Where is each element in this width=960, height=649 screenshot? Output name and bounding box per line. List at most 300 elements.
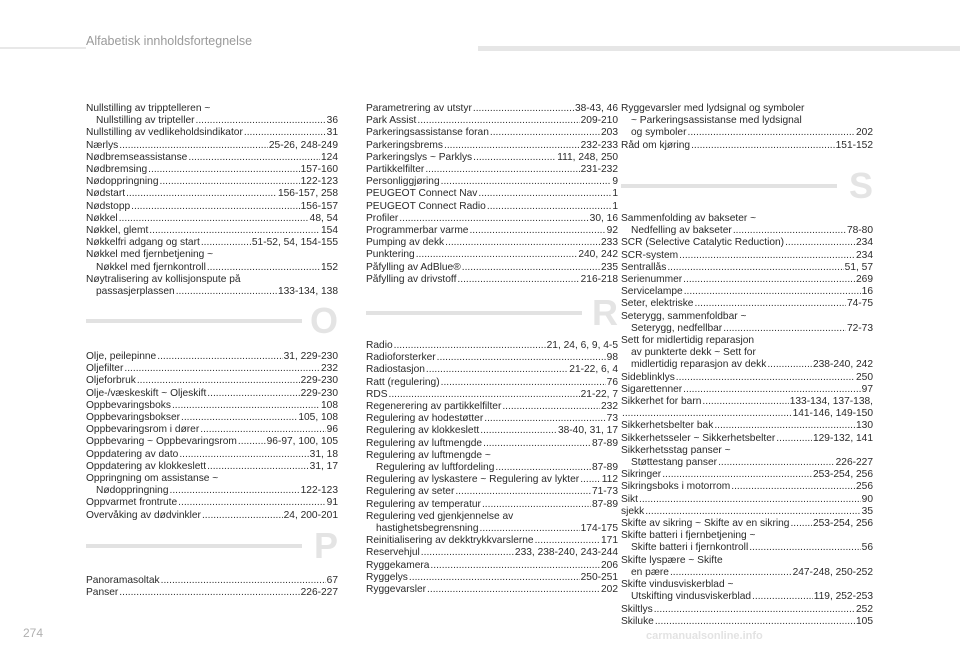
page-reference: 78-80	[846, 225, 873, 237]
index-entry-line	[86, 115, 338, 127]
index-entry	[621, 384, 873, 396]
index-entry-line	[366, 225, 618, 237]
index-term: Regulering av luftmengde	[366, 437, 483, 449]
index-term: passasjerplassen	[96, 286, 175, 298]
index-term: Sikkerhet for barn	[621, 396, 702, 408]
index-term: Regulering av luftmengde ~	[366, 449, 491, 461]
index-entry	[366, 572, 618, 584]
page-reference: 38-43, 46	[574, 103, 618, 114]
index-term: Pumping av dekk	[366, 237, 445, 249]
index-entry	[621, 530, 873, 554]
index-entry	[86, 473, 338, 497]
column-3-r	[621, 103, 873, 152]
index-entry-line	[366, 474, 618, 486]
index-entry-line	[86, 388, 338, 400]
column-1-p	[86, 575, 338, 599]
index-term: midlertidig reparasjon av dekk	[631, 359, 767, 371]
index-entry-line	[86, 201, 338, 213]
dot-leader	[409, 572, 580, 584]
dot-leader	[457, 274, 579, 286]
index-entry	[366, 547, 618, 559]
index-entry-line	[86, 213, 338, 225]
index-entry	[621, 274, 873, 286]
page-reference: 253-254, 256	[812, 469, 873, 481]
page-reference: 250-251	[580, 571, 618, 583]
index-entry-line	[366, 486, 618, 498]
dot-leader	[683, 384, 860, 396]
index-entry	[621, 103, 873, 140]
index-entry	[366, 164, 618, 176]
section-letter: O	[309, 300, 338, 341]
page-reference: 31, 17	[309, 460, 338, 472]
index-entry-line	[621, 494, 873, 506]
index-term: Ryggevarsler	[366, 584, 427, 596]
index-entry	[621, 250, 873, 262]
index-entry-line	[86, 274, 338, 286]
index-entry-line	[621, 274, 873, 286]
index-term: Sentrallås	[621, 261, 667, 273]
section-letter: S	[848, 165, 873, 206]
index-term: Oljefilter	[86, 363, 124, 375]
index-entry	[366, 140, 618, 152]
index-term: Nullstilling av vedlikeholdsindikator	[86, 127, 243, 139]
dot-leader	[441, 377, 606, 389]
page-reference: 21-22, 7	[580, 388, 618, 400]
index-entry-line	[621, 311, 873, 323]
index-term: Regulering av luftfordeling	[376, 462, 495, 474]
index-entry	[86, 176, 338, 188]
index-term: Sigarettenner	[621, 383, 683, 395]
index-entry-line	[621, 542, 873, 554]
index-entry	[621, 262, 873, 274]
index-entry	[366, 340, 618, 352]
index-entry-line	[86, 424, 338, 436]
dot-leader	[161, 575, 326, 587]
page-reference: 171	[601, 535, 618, 547]
index-entry	[86, 449, 338, 461]
index-term: Servicelampe	[621, 286, 683, 298]
index-entry-line	[621, 457, 873, 469]
dot-leader	[580, 474, 601, 486]
index-term: Partikkelfilter	[366, 164, 425, 176]
dot-leader	[462, 262, 600, 274]
index-term: Påfylling av drivstoff	[366, 273, 457, 285]
index-entry-line	[86, 575, 338, 587]
page-reference: 174-175	[580, 523, 618, 535]
index-term: Nøkkelfri adgang og start	[86, 237, 200, 249]
index-entry-line	[366, 164, 618, 176]
index-entry	[621, 604, 873, 616]
index-term: Regulering av hodestøtter	[366, 413, 484, 425]
index-term: Nullstilling av tripteller	[96, 115, 195, 127]
index-term: Skiluke	[621, 615, 654, 627]
index-entry-line	[86, 351, 338, 363]
index-term: Råd om kjøring	[621, 139, 691, 151]
index-entry-line	[86, 103, 338, 115]
index-entry	[621, 372, 873, 384]
index-entry	[86, 400, 338, 412]
index-entry	[86, 213, 338, 225]
dot-leader	[694, 298, 845, 310]
index-term: Nøytralisering av kollisjonspute på	[86, 273, 241, 285]
index-term: Skifte batteri i fjernkontroll	[631, 542, 749, 554]
index-entry-line	[86, 127, 338, 139]
index-entry-line	[621, 335, 873, 347]
dot-leader	[473, 103, 574, 115]
index-entry-line	[621, 359, 873, 371]
index-entry-line	[86, 497, 338, 509]
index-term: sjekk	[621, 505, 645, 517]
index-entry	[86, 461, 338, 473]
section-divider	[86, 319, 302, 323]
index-entry-line	[621, 225, 873, 237]
index-entry-line	[621, 237, 873, 249]
dot-leader	[487, 201, 611, 213]
index-term: Sikringer	[621, 469, 662, 481]
index-term: Regenerering av partikkelfilter	[366, 401, 502, 413]
index-term: Sammenfolding av bakseter ~	[621, 213, 757, 224]
index-term: Skifte lyspære ~ Skifte	[621, 554, 723, 566]
index-entry	[366, 213, 618, 225]
dot-leader	[394, 340, 546, 352]
page-reference: 152	[321, 261, 338, 273]
index-term: Radio	[366, 340, 393, 351]
page-reference: 87-89	[591, 437, 618, 449]
dot-leader	[389, 389, 580, 401]
dot-leader	[200, 424, 325, 436]
dot-leader	[723, 323, 846, 335]
index-entry	[621, 494, 873, 506]
index-entry	[366, 249, 618, 261]
dot-leader	[478, 188, 611, 200]
index-entry	[86, 201, 338, 213]
page-reference: 91	[326, 497, 338, 509]
dot-leader	[181, 412, 297, 424]
index-entry-line	[621, 433, 873, 445]
index-entry-line	[621, 286, 873, 298]
index-term: Nullstilling av tripptelleren ~	[86, 103, 211, 114]
index-term: Skifte vindusviskerblad ~	[621, 579, 734, 591]
dot-leader	[148, 164, 299, 176]
dot-leader	[131, 201, 299, 213]
index-term: Påfylling av AdBlue®	[366, 261, 461, 273]
index-term: ~ Parkeringsassistanse med lydsignal	[631, 115, 802, 127]
index-term: Sikt	[621, 493, 638, 505]
index-term: Nødoppringning	[86, 176, 159, 188]
page-reference: 36	[326, 115, 338, 127]
index-entry	[366, 584, 618, 596]
dot-leader	[480, 523, 580, 535]
index-entry	[366, 401, 618, 413]
dot-leader	[445, 237, 600, 249]
index-entry-line	[621, 396, 873, 408]
page-reference: 122-123	[300, 485, 338, 497]
column-3-s	[621, 213, 873, 628]
index-entry-line	[366, 176, 618, 188]
index-entry-line	[86, 249, 338, 261]
dot-leader	[425, 164, 579, 176]
index-entry	[366, 115, 618, 127]
page-reference: 124	[321, 151, 338, 163]
index-term: Punktering	[366, 249, 415, 261]
index-entry	[366, 237, 618, 249]
page-reference: 156-157, 258	[277, 188, 338, 200]
index-entry-line	[621, 127, 873, 139]
index-term: Regulering ved gjenkjennelse av	[366, 510, 514, 522]
index-term: Nødbremseassistanse	[86, 151, 188, 163]
index-entry-line	[86, 436, 338, 448]
index-term: Radiostasjon	[366, 364, 425, 376]
index-term: Oljeforbruk	[86, 375, 136, 387]
dot-leader	[790, 518, 812, 530]
page-reference: 233, 238-240, 243-244	[514, 547, 618, 559]
dot-leader	[441, 176, 612, 188]
page-reference: 25-26, 248-249	[268, 139, 338, 151]
index-entry-line	[621, 469, 873, 481]
page-reference: 16	[861, 286, 873, 298]
page-reference: 98	[606, 352, 618, 364]
index-entry-line	[621, 530, 873, 542]
index-entry-line	[621, 103, 873, 115]
index-term: Radioforsterker	[366, 352, 436, 364]
index-entry	[621, 420, 873, 432]
page-reference: 133-134, 137-138,	[789, 396, 873, 408]
page-reference: 92	[606, 225, 618, 237]
page-reference: 1	[612, 200, 618, 212]
index-entry	[366, 499, 618, 511]
page-reference: 48, 54	[309, 212, 338, 224]
index-entry-line	[366, 377, 618, 389]
dot-leader	[483, 438, 591, 450]
index-term: PEUGEOT Connect Radio	[366, 200, 486, 212]
index-entry-line	[366, 438, 618, 450]
index-term: og symboler	[631, 127, 687, 139]
dot-leader	[421, 547, 514, 559]
index-term: Regulering av seter	[366, 486, 455, 498]
index-entry-line	[366, 364, 618, 376]
index-term: RDS	[366, 388, 388, 400]
index-entry	[86, 510, 338, 522]
page-reference: 130	[856, 420, 873, 432]
index-term: Sikkerhetsseler ~ Sikkerhetsbelter	[621, 432, 776, 444]
page-reference: 234	[856, 237, 873, 249]
page-reference: 31, 18	[309, 448, 338, 460]
index-term: Sikkerhetsstag panser ~	[621, 444, 731, 456]
index-entry-line	[621, 506, 873, 518]
index-entry	[366, 377, 618, 389]
page-reference: 141-146, 149-150	[792, 408, 873, 420]
index-entry-line	[621, 579, 873, 591]
index-term: Støttestang panser	[631, 457, 718, 469]
page-reference: 31	[326, 127, 338, 139]
page-reference: 56	[861, 542, 873, 554]
page-reference: 76	[606, 376, 618, 388]
index-entry	[621, 140, 873, 152]
index-entry-line	[621, 140, 873, 152]
dot-leader	[170, 485, 300, 497]
index-term: Sideblinklys	[621, 371, 675, 383]
index-entry-line	[621, 384, 873, 396]
index-entry	[86, 412, 338, 424]
page-reference: 38-40, 31, 17	[557, 425, 618, 437]
dot-leader	[238, 436, 266, 448]
index-entry	[366, 438, 618, 450]
index-term: Oppvarmet frontrute	[86, 497, 178, 509]
page-reference: 250	[856, 371, 873, 383]
index-term: Seterygg, sammenfoldbar ~	[621, 310, 747, 322]
index-term: Programmerbar varme	[366, 225, 469, 237]
page-reference: 231-232	[580, 164, 618, 176]
dot-leader	[207, 461, 309, 473]
index-term: Sikkerhetsbelter bak	[621, 420, 714, 432]
dot-leader	[207, 388, 299, 400]
section-r	[366, 292, 618, 337]
index-term: Nødoppringning	[96, 485, 169, 497]
page-reference: 232	[321, 363, 338, 375]
page-reference: 232-233	[580, 139, 618, 151]
index-entry-line	[86, 237, 338, 249]
page-reference: 51-52, 54, 154-155	[251, 237, 338, 249]
index-entry-line	[86, 375, 338, 387]
index-entry-line	[621, 445, 873, 457]
dot-leader	[427, 584, 600, 596]
index-entry-line	[366, 547, 618, 559]
index-entry	[366, 560, 618, 572]
index-term: Ratt (regulering)	[366, 376, 440, 388]
header-rule-left	[0, 47, 86, 49]
dot-leader	[119, 140, 268, 152]
index-entry-line	[86, 449, 338, 461]
dot-leader	[149, 225, 320, 237]
dot-leader	[244, 127, 326, 139]
index-entry	[621, 481, 873, 493]
page-reference: 202	[856, 127, 873, 139]
page-reference: 90	[861, 493, 873, 505]
dot-leader	[137, 375, 300, 387]
dot-leader	[679, 250, 855, 262]
index-entry-line	[621, 616, 873, 628]
index-term: Ryggekamera	[366, 559, 430, 571]
page-reference: 129-132, 141	[812, 432, 873, 444]
index-entry-line	[366, 340, 618, 352]
page-reference: 216-218	[580, 273, 618, 285]
index-entry-line	[86, 164, 338, 176]
page-reference: 31, 229-230	[283, 351, 338, 362]
index-entry	[621, 237, 873, 249]
index-entry-line	[86, 363, 338, 375]
index-entry-line	[621, 420, 873, 432]
dot-leader	[124, 363, 320, 375]
index-entry	[86, 140, 338, 152]
page-reference: 209-210	[580, 115, 618, 127]
index-entry-line	[621, 555, 873, 567]
page-reference: 206	[601, 559, 618, 571]
index-term: Oppdatering av klokkeslett	[86, 460, 207, 472]
dot-leader	[639, 494, 861, 506]
index-entry-line	[86, 587, 338, 599]
index-entry-line	[86, 400, 338, 412]
dot-leader	[684, 286, 861, 298]
index-entry-line	[86, 473, 338, 485]
index-term: hastighetsbegrensning	[376, 523, 479, 535]
section-divider	[86, 544, 302, 548]
index-term: Parkeringslys ~ Parklys	[366, 151, 473, 163]
index-entry	[366, 425, 618, 437]
dot-leader	[752, 591, 813, 603]
index-term: Reinitialisering av dekktrykkvarslerne	[366, 535, 534, 547]
dot-leader	[119, 213, 309, 225]
page-reference: 87-89	[591, 462, 618, 474]
index-entry	[621, 396, 873, 408]
page-reference: 240, 242	[578, 249, 618, 261]
page-reference: 111, 248, 250	[557, 151, 618, 163]
index-entry	[366, 352, 618, 364]
page-reference: 133-134, 138	[277, 286, 338, 298]
index-entry	[621, 311, 873, 335]
index-term: Ryggelys	[366, 571, 408, 583]
index-entry-line	[366, 152, 618, 164]
index-entry-line	[366, 188, 618, 200]
index-entry	[621, 408, 873, 420]
page-reference: 105, 108	[298, 412, 338, 424]
index-entry-line	[366, 213, 618, 225]
index-entry	[86, 497, 338, 509]
index-entry-line	[86, 485, 338, 497]
dot-leader	[691, 140, 835, 152]
index-entry	[366, 127, 618, 139]
index-term: Oppbevaringsboks	[86, 399, 171, 411]
index-term: Nødstart	[86, 188, 126, 200]
index-entry-line	[621, 408, 873, 420]
index-entry	[366, 201, 618, 213]
index-entry	[86, 436, 338, 448]
index-entry-line	[366, 535, 618, 547]
index-entry-line	[366, 413, 618, 425]
index-entry-line	[621, 481, 873, 493]
index-entry-line	[621, 298, 873, 310]
page-reference: 156-157	[300, 200, 338, 212]
index-entry	[366, 176, 618, 188]
section-s	[621, 165, 873, 210]
page-reference: 21-22, 6, 4	[569, 364, 618, 376]
page-reference: 252	[856, 603, 873, 615]
index-entry	[86, 274, 338, 298]
page-reference: 9	[612, 176, 618, 188]
page-reference: 21, 24, 6, 9, 4-5	[546, 340, 618, 351]
index-entry	[366, 474, 618, 486]
dot-leader	[776, 433, 812, 445]
index-entry-line	[366, 103, 618, 115]
index-term: PEUGEOT Connect Nav	[366, 188, 478, 200]
dot-leader	[502, 401, 600, 413]
index-entry	[366, 450, 618, 474]
dot-leader	[785, 237, 855, 249]
dot-leader	[201, 237, 251, 249]
dot-leader	[202, 510, 283, 522]
page-reference: 30, 16	[589, 212, 618, 224]
dot-leader	[176, 286, 277, 298]
index-term: Nødstopp	[86, 200, 131, 212]
page-reference: 238-240, 242	[812, 359, 873, 371]
index-term: Oppdatering av dato	[86, 448, 179, 460]
index-entry	[366, 389, 618, 401]
index-entry	[621, 506, 873, 518]
page-reference: 235	[601, 261, 618, 273]
dot-leader	[157, 351, 282, 363]
page-reference: 226-227	[300, 587, 338, 599]
page-reference: 229-230	[300, 387, 338, 399]
index-entry	[366, 225, 618, 237]
